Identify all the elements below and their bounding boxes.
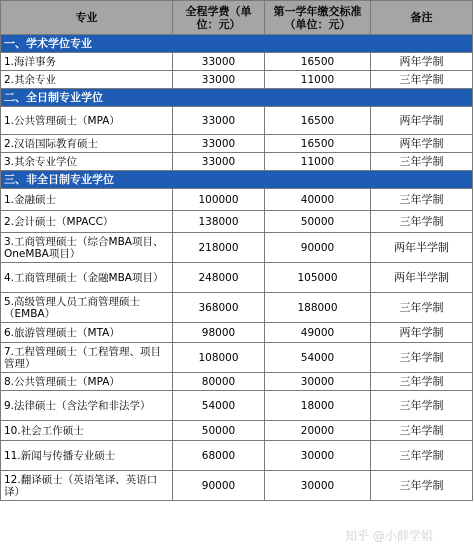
duration-note: 三年学制 [371, 343, 473, 373]
table-row [1, 53, 473, 71]
header-total-fee: 全程学费（单位：元） [173, 1, 265, 35]
first-year-fee: 20000 [265, 421, 371, 441]
section-row [1, 35, 473, 53]
program-name: 10.社会工作硕士 [1, 421, 173, 441]
duration-note: 三年学制 [371, 471, 473, 501]
program-name: 11.新闻与传播专业硕士 [1, 441, 173, 471]
total-fee: 98000 [173, 323, 265, 343]
section-title: 二、全日制专业学位 [1, 89, 473, 107]
total-fee: 33000 [173, 135, 265, 153]
first-year-fee: 188000 [265, 293, 371, 323]
table-row [1, 471, 473, 501]
table-row [1, 421, 473, 441]
duration-note: 两年学制 [371, 323, 473, 343]
total-fee: 50000 [173, 421, 265, 441]
total-fee: 248000 [173, 263, 265, 293]
first-year-fee: 90000 [265, 233, 371, 263]
duration-note: 三年学制 [371, 391, 473, 421]
program-name: 1.海洋事务 [1, 53, 173, 71]
duration-note: 两年学制 [371, 135, 473, 153]
header-program: 专业 [1, 1, 173, 35]
section-row [1, 171, 473, 189]
total-fee: 90000 [173, 471, 265, 501]
program-name: 3.工商管理硕士（综合MBA项目、OneMBA项目） [1, 233, 173, 263]
table-row [1, 233, 473, 263]
first-year-fee: 16500 [265, 135, 371, 153]
first-year-fee: 30000 [265, 441, 371, 471]
duration-note: 三年学制 [371, 373, 473, 391]
program-name: 4.工商管理硕士（金融MBA项目） [1, 263, 173, 293]
first-year-fee: 11000 [265, 71, 371, 89]
table-row [1, 153, 473, 171]
table-row [1, 211, 473, 233]
program-name: 9.法律硕士（含法学和非法学） [1, 391, 173, 421]
table-row [1, 293, 473, 323]
table-row [1, 263, 473, 293]
program-name: 7.工程管理硕士（工程管理、项目管理） [1, 343, 173, 373]
duration-note: 两年半学制 [371, 263, 473, 293]
first-year-fee: 105000 [265, 263, 371, 293]
table-row [1, 441, 473, 471]
first-year-fee: 30000 [265, 471, 371, 501]
first-year-fee: 40000 [265, 189, 371, 211]
table-row [1, 391, 473, 421]
table-row [1, 189, 473, 211]
first-year-fee: 30000 [265, 373, 371, 391]
total-fee: 100000 [173, 189, 265, 211]
header-note: 备注 [371, 1, 473, 35]
first-year-fee: 18000 [265, 391, 371, 421]
section-row [1, 89, 473, 107]
first-year-fee: 49000 [265, 323, 371, 343]
header-first-year-fee: 第一学年缴交标准（单位：元） [265, 1, 371, 35]
program-name: 6.旅游管理硕士（MTA） [1, 323, 173, 343]
total-fee: 108000 [173, 343, 265, 373]
duration-note: 三年学制 [371, 189, 473, 211]
program-name: 1.金融硕士 [1, 189, 173, 211]
program-name: 12.翻译硕士（英语笔译、英语口译） [1, 471, 173, 501]
table-row [1, 135, 473, 153]
duration-note: 三年学制 [371, 211, 473, 233]
program-name: 3.其余专业学位 [1, 153, 173, 171]
total-fee: 368000 [173, 293, 265, 323]
duration-note: 三年学制 [371, 71, 473, 89]
total-fee: 33000 [173, 107, 265, 135]
total-fee: 33000 [173, 153, 265, 171]
table-row [1, 373, 473, 391]
program-name: 2.其余专业 [1, 71, 173, 89]
duration-note: 三年学制 [371, 153, 473, 171]
table-row [1, 71, 473, 89]
table-row [1, 107, 473, 135]
duration-note: 三年学制 [371, 293, 473, 323]
total-fee: 33000 [173, 53, 265, 71]
total-fee: 80000 [173, 373, 265, 391]
first-year-fee: 11000 [265, 153, 371, 171]
first-year-fee: 16500 [265, 107, 371, 135]
program-name: 8.公共管理硕士（MPA） [1, 373, 173, 391]
watermark: 知乎 @小薛学姐 [345, 529, 433, 543]
total-fee: 54000 [173, 391, 265, 421]
total-fee: 68000 [173, 441, 265, 471]
duration-note: 两年半学制 [371, 233, 473, 263]
section-title: 三、非全日制专业学位 [1, 171, 473, 189]
duration-note: 三年学制 [371, 441, 473, 471]
total-fee: 33000 [173, 71, 265, 89]
first-year-fee: 54000 [265, 343, 371, 373]
program-name: 2.会计硕士（MPACC） [1, 211, 173, 233]
duration-note: 两年学制 [371, 107, 473, 135]
table-row [1, 343, 473, 373]
total-fee: 138000 [173, 211, 265, 233]
first-year-fee: 16500 [265, 53, 371, 71]
program-name: 1.公共管理硕士（MPA） [1, 107, 173, 135]
program-name: 5.高级管理人员工商管理硕士（EMBA） [1, 293, 173, 323]
total-fee: 218000 [173, 233, 265, 263]
section-title: 一、学术学位专业 [1, 35, 473, 53]
first-year-fee: 50000 [265, 211, 371, 233]
duration-note: 两年学制 [371, 53, 473, 71]
duration-note: 三年学制 [371, 421, 473, 441]
header-row [1, 1, 473, 35]
program-name: 2.汉语国际教育硕士 [1, 135, 173, 153]
table-row [1, 323, 473, 343]
